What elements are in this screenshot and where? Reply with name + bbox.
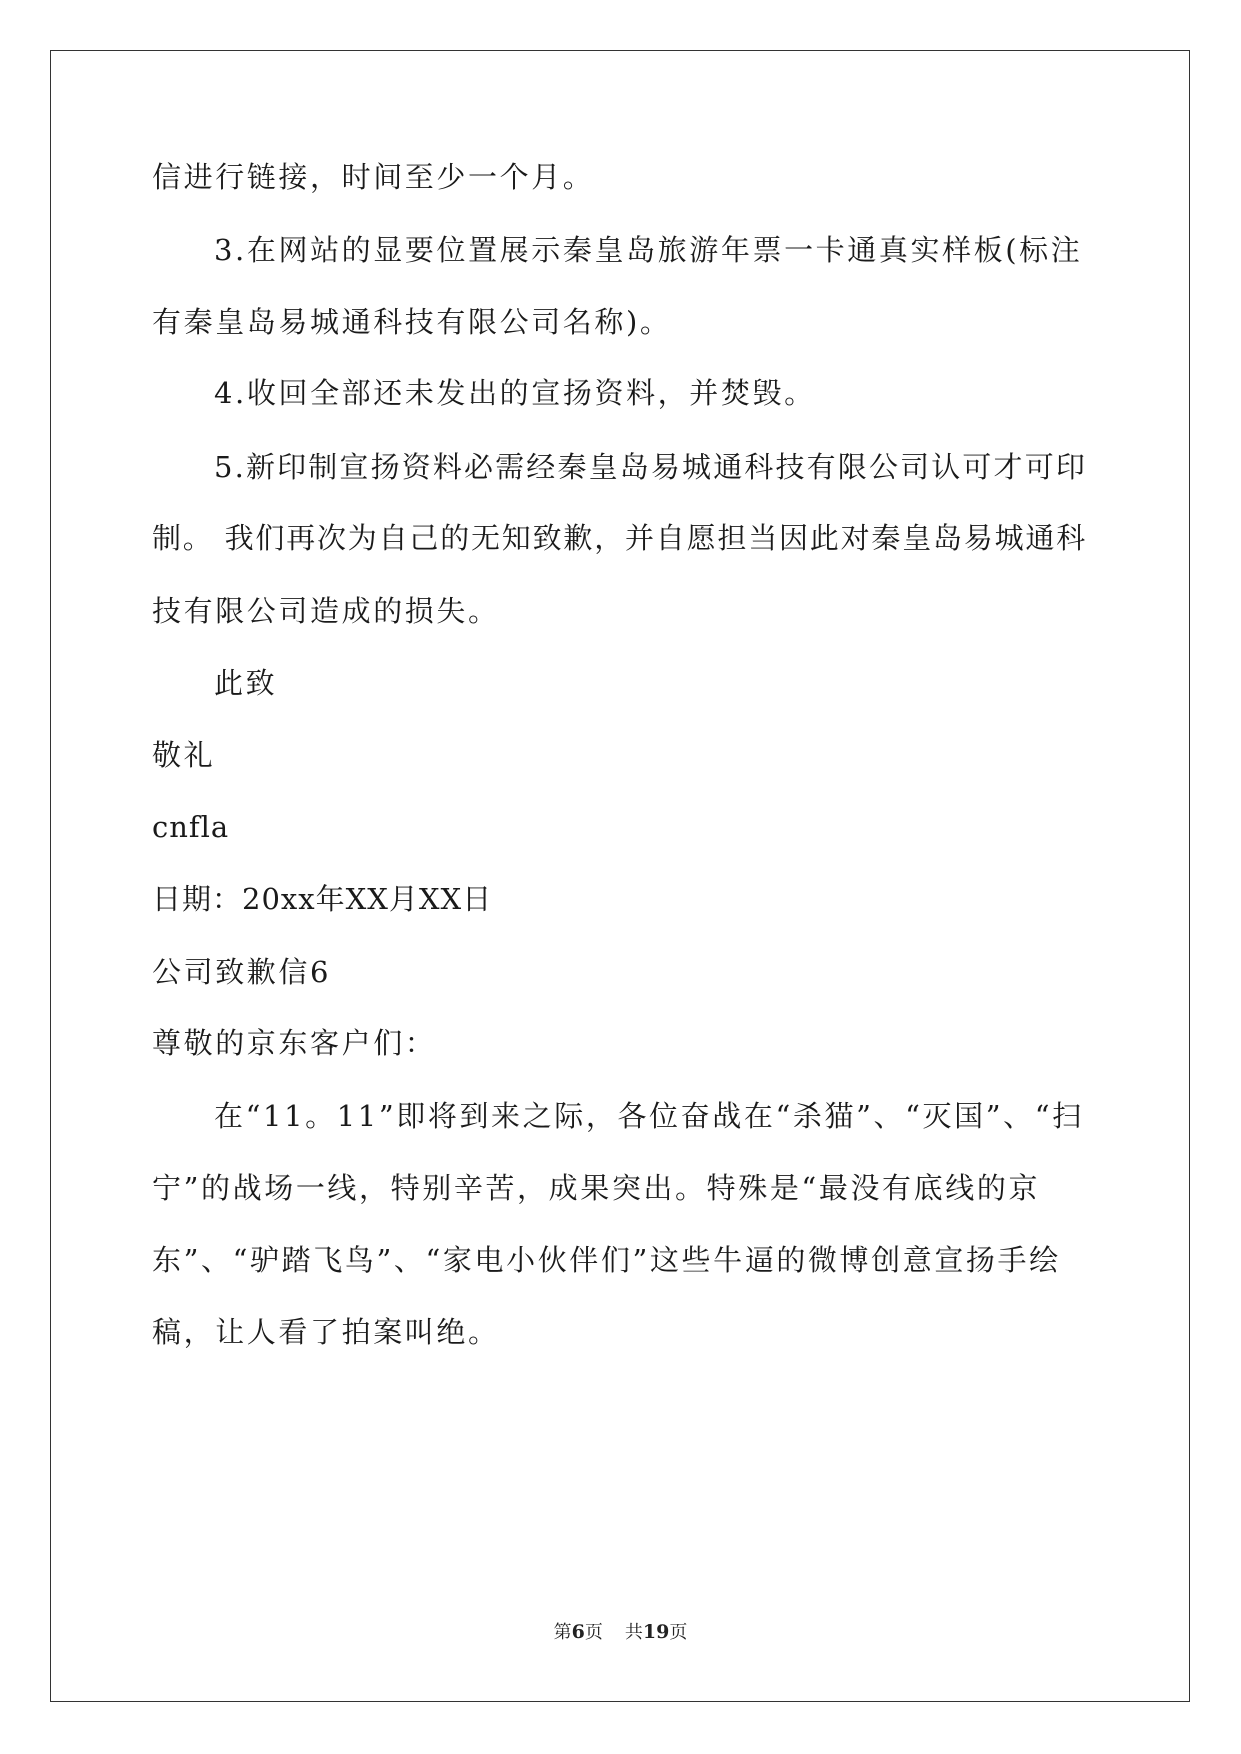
- footer-total-suffix: 页: [669, 1622, 688, 1643]
- text-line: 3.在网站的显要位置展示秦皇岛旅游年票一卡通真实样板(标注: [214, 233, 1083, 267]
- text-line: 4.收回全部还未发出的宣扬资料，并焚毁。: [214, 376, 816, 410]
- page-frame: [50, 50, 1190, 1702]
- page-number: 6: [571, 1621, 585, 1643]
- footer-prefix: 第: [553, 1622, 572, 1643]
- text-line: 制。 我们再次为自己的无知致歉，并自愿担当因此对秦皇岛易城通科: [152, 521, 1087, 555]
- text-line: 稿，让人看了拍案叫绝。: [152, 1315, 500, 1349]
- total-pages: 19: [642, 1621, 670, 1643]
- text-line: 宁”的战场一线，特别辛苦，成果突出。特殊是“最没有底线的京: [152, 1171, 1041, 1205]
- text-line: 技有限公司造成的损失。: [152, 594, 500, 628]
- text-line: 东”、“驴踏飞鸟”、“家电小伙伴们”这些牛逼的微博创意宣扬手绘: [152, 1243, 1061, 1277]
- text-line: 信进行链接，时间至少一个月。: [152, 160, 595, 194]
- section-title: 公司致歉信6: [152, 955, 332, 989]
- page-footer: [0, 1620, 1241, 1645]
- greeting: 尊敬的京东客户们：: [152, 1026, 437, 1060]
- closing-regards: 敬礼: [152, 738, 216, 772]
- footer-total-prefix: 共: [624, 1622, 643, 1643]
- signature: cnfla: [152, 810, 230, 844]
- text-line: 5.新印制宣扬资料必需经秦皇岛易城通科技有限公司认可才可印: [214, 450, 1087, 484]
- text-line: 在“11。11”即将到来之际，各位奋战在“杀猫”、“灭国”、“扫: [214, 1099, 1084, 1133]
- date-line: 日期：20xx年XX月XX日: [152, 882, 493, 916]
- text-line: 有秦皇岛易城通科技有限公司名称)。: [152, 305, 672, 339]
- footer-page-suffix: 页: [584, 1622, 603, 1643]
- closing-salutation: 此致: [214, 666, 278, 700]
